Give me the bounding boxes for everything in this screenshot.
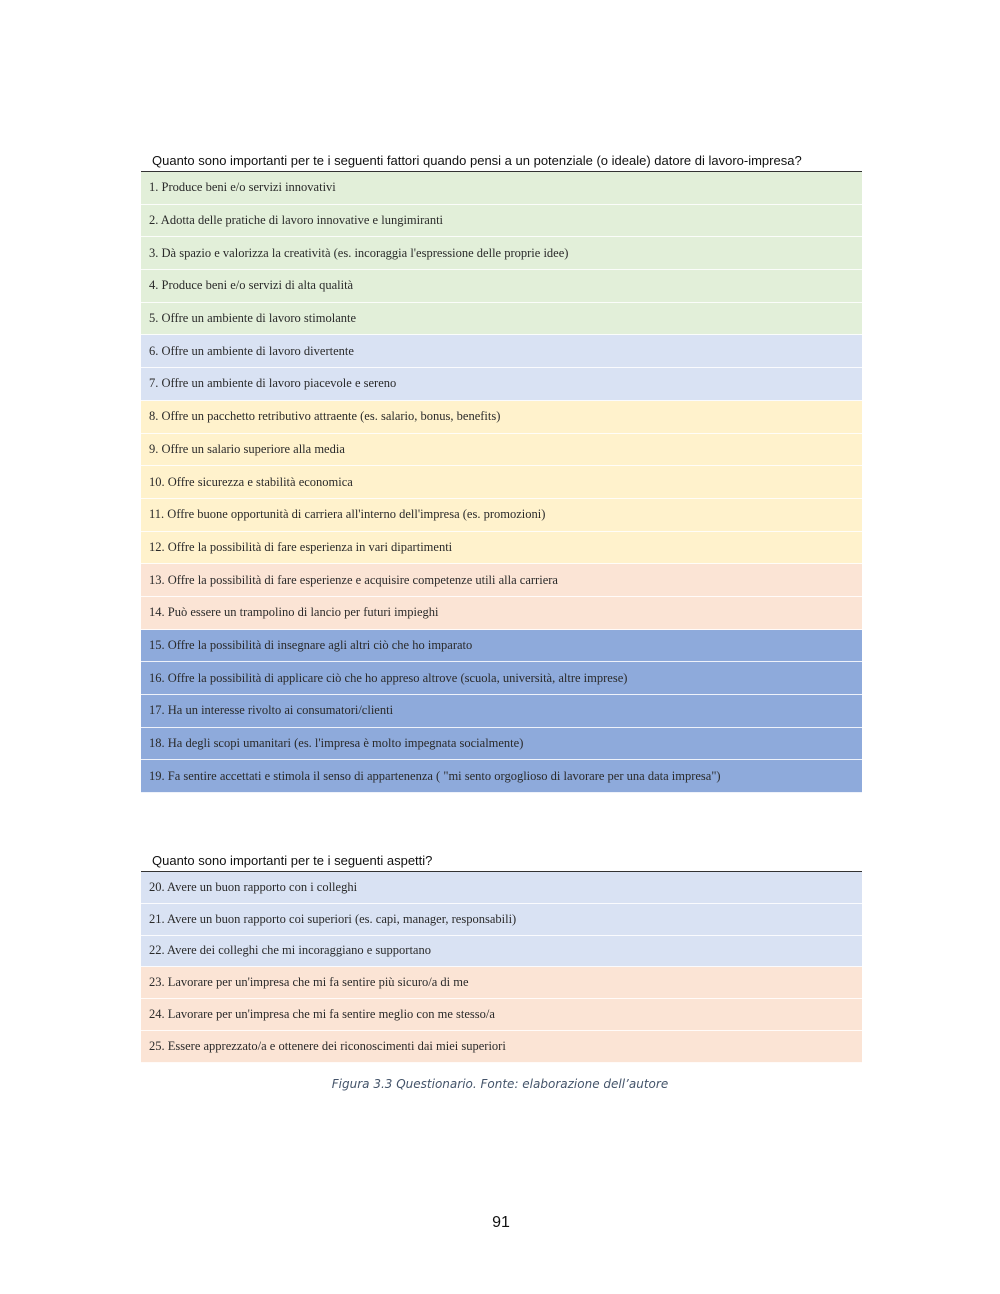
list-item: 20. Avere un buon rapporto con i colleghi xyxy=(141,872,862,904)
section-title: Quanto sono importanti per te i seguenti fattori quando pensi a un potenziale (o ideale) datore di lavoro-impresa? xyxy=(141,151,862,172)
items-list xyxy=(141,872,862,1063)
list-item: 22. Avere dei colleghi che mi incoraggiano e supportano xyxy=(141,936,862,968)
list-item: 3. Dà spazio e valorizza la creatività (es. incoraggia l'espressione delle proprie idee) xyxy=(141,237,862,270)
list-item: 15. Offre la possibilità di insegnare agli altri ciò che ho imparato xyxy=(141,630,862,663)
list-item: 23. Lavorare per un'impresa che mi fa sentire più sicuro/a di me xyxy=(141,967,862,999)
list-item: 24. Lavorare per un'impresa che mi fa sentire meglio con me stesso/a xyxy=(141,999,862,1031)
list-item: 25. Essere apprezzato/a e ottenere dei riconoscimenti dai miei superiori xyxy=(141,1031,862,1063)
questionnaire-section-aspects xyxy=(141,851,862,1063)
list-item: 9. Offre un salario superiore alla media xyxy=(141,434,862,467)
list-item: 18. Ha degli scopi umanitari (es. l'impresa è molto impegnata socialmente) xyxy=(141,728,862,761)
list-item: 17. Ha un interesse rivolto ai consumatori/clienti xyxy=(141,695,862,728)
list-item: 6. Offre un ambiente di lavoro divertente xyxy=(141,335,862,368)
list-item: 16. Offre la possibilità di applicare ciò che ho appreso altrove (scuola, università, altre imprese) xyxy=(141,662,862,695)
list-item: 10. Offre sicurezza e stabilità economica xyxy=(141,466,862,499)
list-item: 21. Avere un buon rapporto coi superiori (es. capi, manager, responsabili) xyxy=(141,904,862,936)
items-list xyxy=(141,172,862,793)
list-item: 14. Può essere un trampolino di lancio per futuri impieghi xyxy=(141,597,862,630)
list-item: 5. Offre un ambiente di lavoro stimolante xyxy=(141,303,862,336)
list-item: 4. Produce beni e/o servizi di alta qualità xyxy=(141,270,862,303)
list-item: 8. Offre un pacchetto retributivo attraente (es. salario, bonus, benefits) xyxy=(141,401,862,434)
list-item: 11. Offre buone opportunità di carriera all'interno dell'impresa (es. promozioni) xyxy=(141,499,862,532)
list-item: 13. Offre la possibilità di fare esperienze e acquisire competenze utili alla carriera xyxy=(141,564,862,597)
list-item: 1. Produce beni e/o servizi innovativi xyxy=(141,172,862,205)
figure-caption: Figura 3.3 Questionario. Fonte: elaborazione dell’autore xyxy=(331,1077,669,1091)
list-item: 19. Fa sentire accettati e stimola il senso di appartenenza ( "mi sento orgoglioso di lavorare per una data impresa") xyxy=(141,760,862,793)
section-title: Quanto sono importanti per te i seguenti aspetti? xyxy=(141,851,862,872)
questionnaire-section-employer-factors xyxy=(141,151,862,793)
page-number: 91 xyxy=(492,1214,510,1231)
list-item: 2. Adotta delle pratiche di lavoro innovative e lungimiranti xyxy=(141,205,862,238)
list-item: 12. Offre la possibilità di fare esperienza in vari dipartimenti xyxy=(141,532,862,565)
list-item: 7. Offre un ambiente di lavoro piacevole e sereno xyxy=(141,368,862,401)
